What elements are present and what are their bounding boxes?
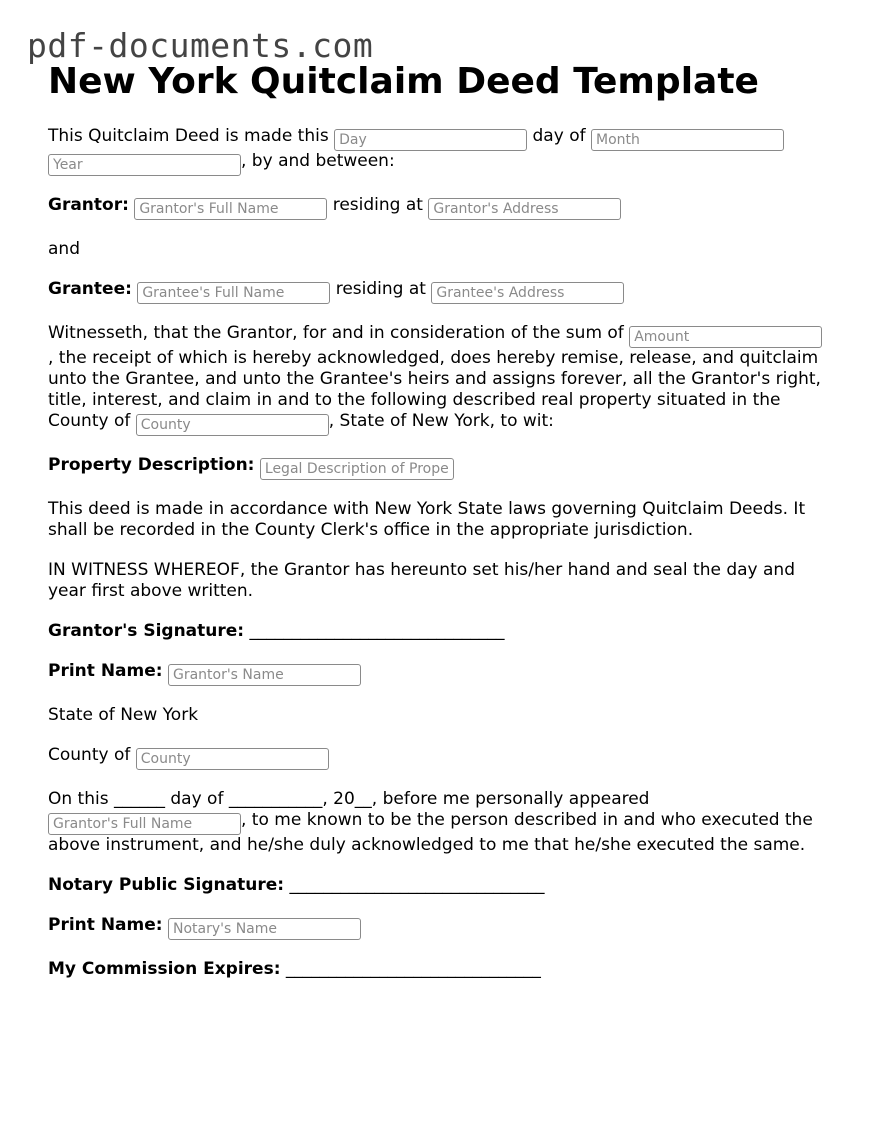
acknowledgment-name-input[interactable] bbox=[48, 813, 241, 835]
grantor-signature-label: Grantor's Signature: bbox=[48, 621, 245, 641]
witnesseth-paragraph bbox=[48, 323, 838, 436]
law-paragraph: This deed is made in accordance with New York State laws governing Quitclaim Deeds. It shall be recorded in the County Clerk's office in the appropriate jurisdiction. bbox=[48, 499, 806, 540]
witnesseth-text-2: , the receipt of which is hereby acknowledged, does hereby remise, release, and quitclaim unto the Grantee, and unto the Grantee's heirs and assigns forever, all the Grantor's right, title, interest, and claim in and to the following described real property situated in the County of bbox=[48, 348, 821, 431]
notary-print-name-input[interactable] bbox=[168, 918, 361, 940]
intro-paragraph bbox=[48, 126, 838, 176]
and-text: and bbox=[48, 239, 80, 259]
grantee-address-input[interactable] bbox=[431, 282, 624, 304]
grantor-row bbox=[48, 195, 838, 220]
page-title: New York Quitclaim Deed Template bbox=[48, 61, 759, 102]
commission-line: ______________________________ bbox=[285, 959, 541, 979]
grantee-label: Grantee: bbox=[48, 279, 132, 299]
notary-county-input[interactable] bbox=[136, 748, 329, 770]
print-name-row-1 bbox=[48, 661, 838, 686]
print-name-label-1: Print Name: bbox=[48, 661, 163, 681]
watermark: pdf-documents.com bbox=[27, 26, 374, 65]
print-name-label-2: Print Name: bbox=[48, 915, 163, 935]
acknowledgment-paragraph bbox=[48, 789, 838, 856]
county-input[interactable] bbox=[136, 414, 329, 436]
day-input[interactable] bbox=[334, 129, 527, 151]
property-row bbox=[48, 455, 838, 480]
month-input[interactable] bbox=[591, 129, 784, 151]
acknowledgment-text-2: , to me known to be the person described in and who executed the above instrument, and he/she duly acknowledged to me that he/she executed the same. bbox=[48, 810, 813, 855]
notary-signature-label: Notary Public Signature: bbox=[48, 875, 285, 895]
notary-signature-row bbox=[48, 875, 838, 896]
grantor-label: Grantor: bbox=[48, 195, 129, 215]
grantor-signature-row bbox=[48, 621, 838, 642]
state-text: State of New York bbox=[48, 705, 199, 725]
amount-input[interactable] bbox=[629, 326, 822, 348]
county-label: County of bbox=[48, 745, 131, 765]
property-description-input[interactable] bbox=[260, 458, 454, 480]
grantee-residing-text: residing at bbox=[335, 279, 426, 299]
intro-text-3: , by and between: bbox=[241, 151, 395, 171]
property-label: Property Description: bbox=[48, 455, 255, 475]
intro-text-1: This Quitclaim Deed is made this bbox=[48, 126, 329, 146]
notary-signature-line: ______________________________ bbox=[289, 875, 545, 895]
witnesseth-text-3: , State of New York, to wit: bbox=[328, 411, 554, 431]
grantor-print-name-input[interactable] bbox=[168, 664, 361, 686]
witness-paragraph: IN WITNESS WHEREOF, the Grantor has hereunto set his/her hand and seal the day and year first above written. bbox=[48, 560, 795, 601]
grantor-residing-text: residing at bbox=[332, 195, 423, 215]
grantor-signature-line: ______________________________ bbox=[249, 621, 505, 641]
document-page bbox=[48, 60, 838, 980]
county-row bbox=[48, 745, 838, 770]
commission-row bbox=[48, 959, 838, 980]
grantor-name-input[interactable] bbox=[134, 198, 327, 220]
intro-text-2: day of bbox=[532, 126, 586, 146]
commission-label: My Commission Expires: bbox=[48, 959, 281, 979]
year-input[interactable] bbox=[48, 154, 241, 176]
print-name-row-2 bbox=[48, 915, 838, 940]
witnesseth-text-1: Witnesseth, that the Grantor, for and in consideration of the sum of bbox=[48, 323, 624, 343]
grantor-address-input[interactable] bbox=[428, 198, 621, 220]
grantee-row bbox=[48, 279, 838, 304]
acknowledgment-text-1: On this ______ day of ___________, 20__, before me personally appeared bbox=[48, 789, 650, 809]
grantee-name-input[interactable] bbox=[137, 282, 330, 304]
